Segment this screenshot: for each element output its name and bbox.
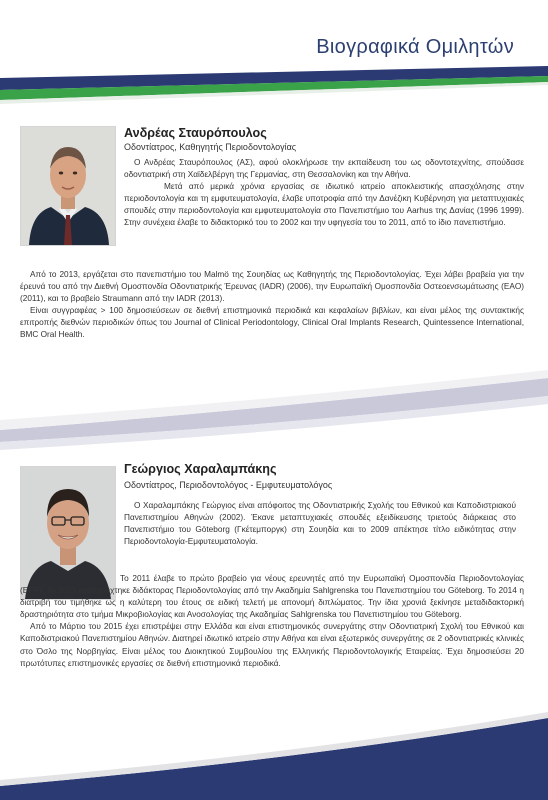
bio-paragraph: Από το 2013, εργάζεται στο πανεπιστήμιο του Malmö της Σουηδίας ως Καθηγητής της Περιοδοντολογίας. Έχει λάβει βραβεία για την έρευνά του από την Διεθνή Ομοσπονδία Οδοντιατρικής Έρευνας (IADR) (2006), την Ευρωπαϊκή Ομοσπονδία Οστεοενσωμάτωσης (EAO) (2011), και το βραβείο Straumann από την IADR (2013). (20, 270, 524, 304)
header-swoosh (0, 60, 548, 110)
bio-paragraph: Ο Ανδρέας Σταυρόπουλος (ΑΣ), αφού ολοκλήρωσε την εκπαίδευση του ως οδοντοτεχνίτης, σπούδασε οδοντιατρική στη Χαϊδελβέργη της Γερμανίας, στη Θεσσαλονίκη και την Αθήνα. (124, 158, 524, 180)
bio-paragraph: Μετά από μερικά χρόνια εργασίας σε ιδιωτικό ιατρείο αποκλειστικής απασχόλησης στην περιοδοντολογία και τη εμφυτευματολογία, έλαβε υποτροφία από την Δανέζικη Κυβέρνηση για μεταπτυχιακές σπουδές στην περιοδοντολογία και εμφυτευματολογία στο Πανεπιστήμιο του Aarhus της Δανίας (1996 1999). Στην συνέχεια έλαβε το διδακτορικό του το 2002 και την υφηγεσία του το 2011, από το ίδιο πανεπιστήμιο. (124, 182, 524, 228)
speaker-name: Ανδρέας Σταυρόπουλος (124, 126, 267, 140)
page-title: Βιογραφικά Ομιλητών (316, 36, 514, 58)
speaker-bio (124, 500, 516, 548)
speaker-title: Οδοντίατρος, Περιοδοντολόγος - Εμφυτευματολόγος (124, 480, 333, 490)
speaker-photo-stavropoulos (20, 126, 116, 246)
section-divider-swoosh (0, 370, 548, 460)
bio-paragraph: Το 2011 έλαβε το πρώτο βραβείο για νέους ερευνητές από την Ευρωπαϊκή Ομοσπονδία Περιοδοντολογίας (EFP). Το 2013 ανακηρύχτηκε διδάκτορας Περιοδοντολογίας από την Ακαδημία Sahlgrenska του Πανεπιστημίου του Göteborg. Το 2014 η διατριβή του τιμήθηκε ως η καλύτερη του έτους σε ειδική τελετή με απονομή διπλώματος. Την ίδια χρονιά ξεκίνησε μεταδιδακτορική δραστηριότητα στο τμήμα Μικροβιολογίας και Ανοσολογίας της Ακαδημίας Sahlgrenska του Πανεπιστημίου του Göteborg. (20, 574, 524, 620)
speaker-bio (124, 157, 524, 230)
speaker-bio-continued (20, 269, 524, 342)
speaker-name: Γεώργιος Χαραλαμπάκης (124, 462, 277, 476)
speaker-title: Οδοντίατρος, Καθηγητής Περιοδοντολογίας (124, 142, 297, 152)
footer-swoosh (0, 700, 548, 800)
speaker-bio-continued (20, 573, 524, 670)
bio-paragraph: Από το Μάρτιο του 2015 έχει επιστρέψει στην Ελλάδα και είναι επιστημονικός συνεργάτης στην Οδοντιατρική Σχολή του Εθνικού και Καποδιστριακού Πανεπιστημίου Αθηνών. Διατηρεί ιδιωτικό ιατρείο στην Αθήνα και είναι εξωτερικός συνεργάτης σε 2 οδοντιατρικές κλινικές στο Όσλο της Νορβηγίας. Είναι μέλος του Διοικητικού Συμβουλίου της Ελληνικής Περιοδοντολογικής Εταιρείας. Έχει δημοσιεύσει 20 πρωτότυπες επιστημονικές εργασίες σε διεθνή επιστημονικά περιοδικά. (20, 622, 524, 668)
bio-paragraph: Είναι συγγραφέας > 100 δημοσιεύσεων σε διεθνή επιστημονικά περιοδικά και κεφαλαίων βιβλίων, και είναι μέλος της συντακτικής επιτροπής διεθνών περιοδικών όπως του Journal of Clinical Periodontology, Clinical Oral Implants Research, Quintessence International, BMC Oral Health. (20, 306, 524, 340)
bio-paragraph: Ο Χαραλαμπάκης Γεώργιος είναι απόφοιτος της Οδοντιατρικής Σχολής του Εθνικού και Καποδιστριακού Πανεπιστημίου Αθηνών (2002). Έκανε μεταπτυχιακές σπουδές εξειδίκευσης τριετούς διάρκειας στο Πανεπιστήμιο του Göteborg (Γκέτεμποργκ) στη Σουηδία και το 2009 απέκτησε τίτλο ειδικότητας στην Περιοδοντολογία-Εμφυτευματολογία. (124, 501, 516, 547)
